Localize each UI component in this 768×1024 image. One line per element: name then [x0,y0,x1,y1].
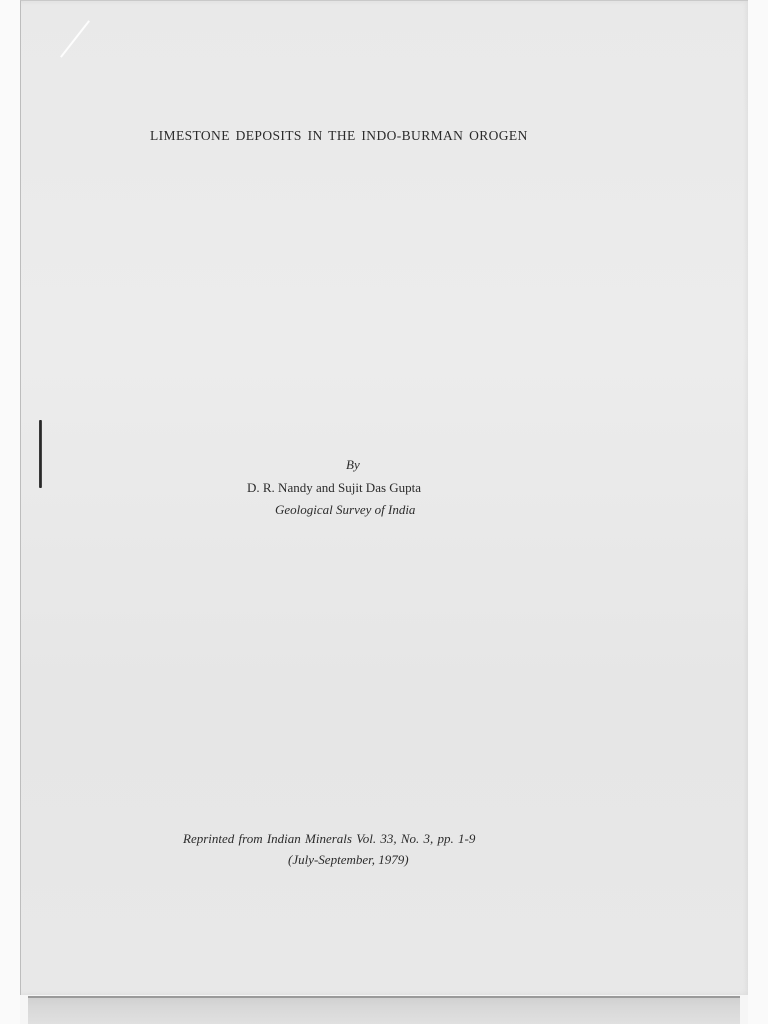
staple-icon [39,420,42,488]
affiliation: Geological Survey of India [275,502,416,517]
scan-margin-left [0,0,20,1024]
reprint-note: Reprinted from Indian Minerals Vol. 33, No. 3, pp. 1-9 [183,831,476,846]
authors: D. R. Nandy and Sujit Das Gupta [247,480,422,495]
byline: By [346,457,360,472]
reprint-date: (July-September, 1979) [288,852,409,867]
underlying-page-edge [28,996,740,1024]
scan-margin-right [748,0,768,1024]
document-title: LIMESTONE DEPOSITS IN THE INDO-BURMAN OROGEN [150,128,528,143]
